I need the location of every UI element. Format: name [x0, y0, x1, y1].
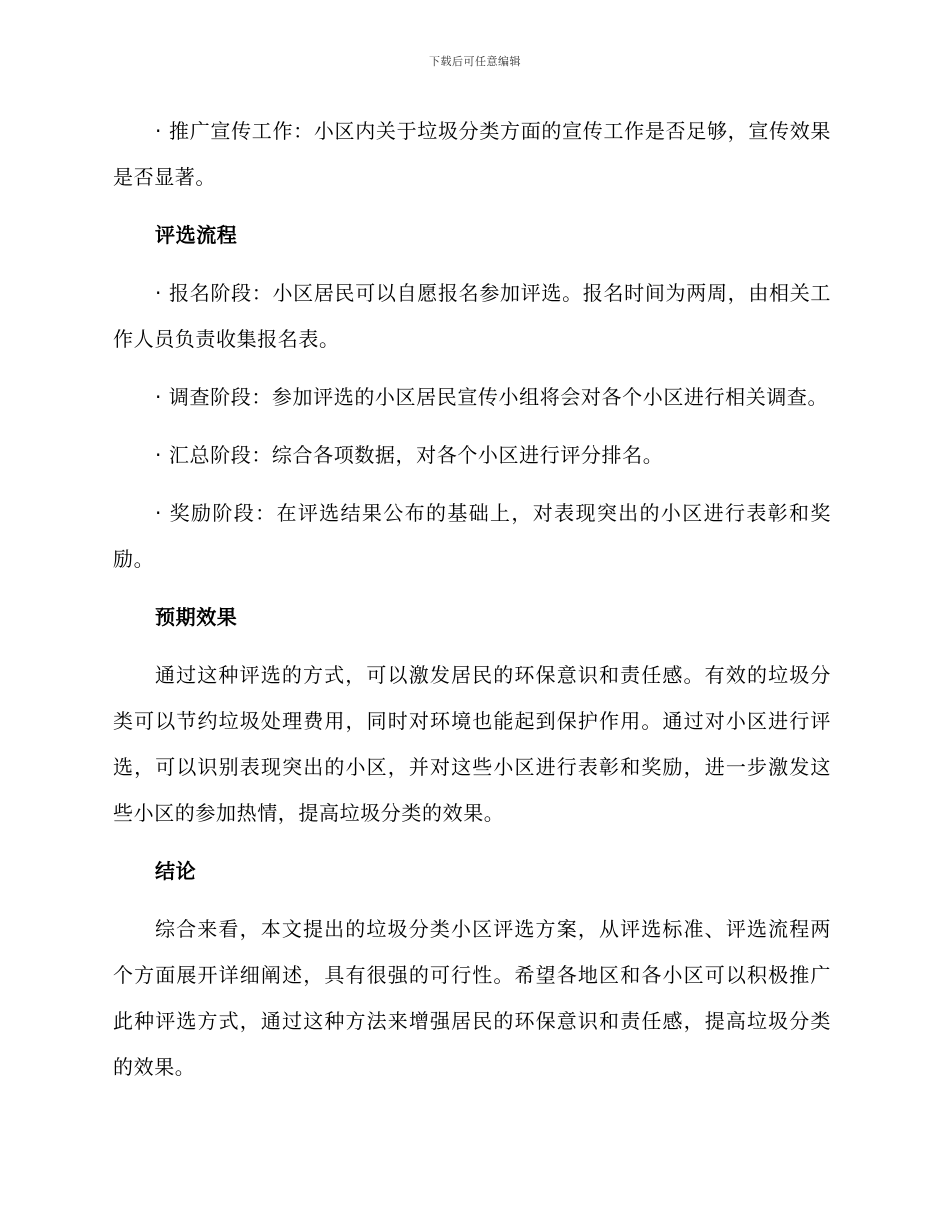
- effect-paragraph: 通过这种评选的方式，可以激发居民的环保意识和责任感。有效的垃圾分类可以节约垃圾处理费用，同时对环境也能起到保护作用。通过对小区进行评选，可以识别表现突出的小区，并对这些小区进行表彰和奖励，进一步激发这些小区的参加热情，提高垃圾分类的效果。: [113, 663, 831, 825]
- document-body: [113, 108, 831, 1090]
- conclusion-paragraph: 综合来看，本文提出的垃圾分类小区评选方案，从评选标准、评选流程两个方面展开详细阐述，具有很强的可行性。希望各地区和各小区可以积极推广此种评选方式，通过这种方法来增强居民的环保意识和责任感，提高垃圾分类的效果。: [113, 917, 831, 1079]
- process-item-survey: · 调查阶段：参加评选的小区居民宣传小组将会对各个小区进行相关调查。: [155, 385, 829, 409]
- header-note: 下载后可任意编辑: [429, 55, 521, 68]
- process-heading: 评选流程: [155, 223, 238, 247]
- process-item-signup: · 报名阶段：小区居民可以自愿报名参加评选。报名时间为两周，由相关工作人员负责收集报名表。: [113, 281, 831, 351]
- process-item-award: · 奖励阶段：在评选结果公布的基础上，对表现突出的小区进行表彰和奖励。: [113, 501, 831, 571]
- promotion-item: · 推广宣传工作：小区内关于垃圾分类方面的宣传工作是否足够，宣传效果是否显著。: [113, 119, 831, 189]
- conclusion-heading: 结论: [155, 859, 197, 883]
- effect-heading: 预期效果: [155, 605, 238, 629]
- process-item-summary: · 汇总阶段：综合各项数据，对各个小区进行评分排名。: [155, 443, 664, 467]
